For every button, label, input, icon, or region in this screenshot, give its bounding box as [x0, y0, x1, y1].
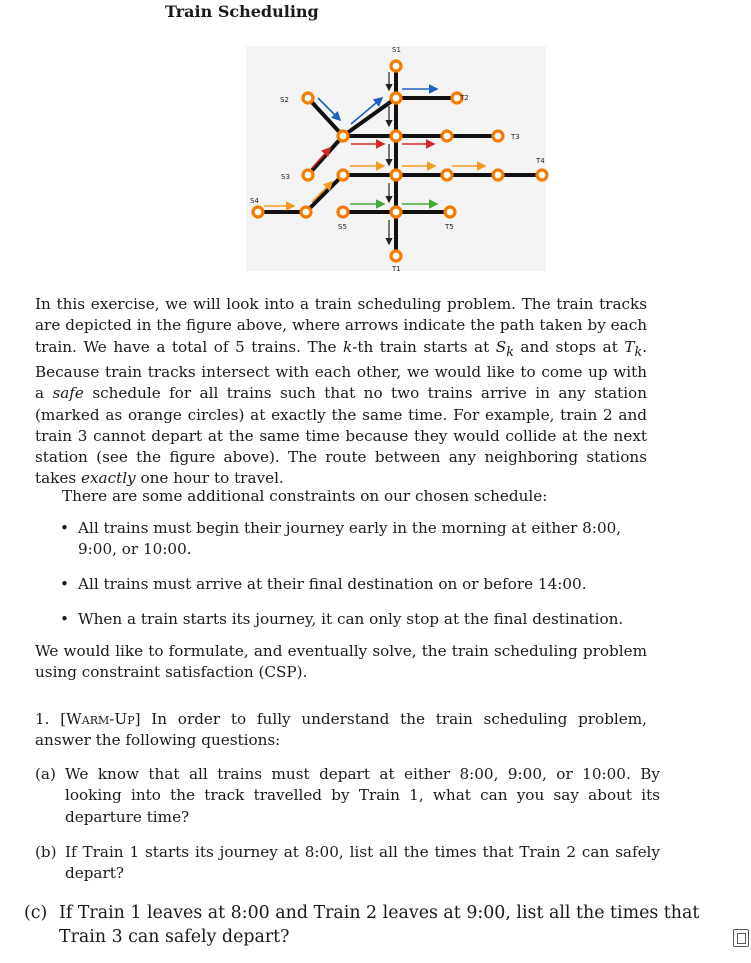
station — [338, 131, 348, 141]
station — [338, 170, 348, 180]
track-diagram — [230, 38, 560, 278]
station — [253, 207, 263, 217]
station — [537, 170, 547, 180]
station — [303, 93, 313, 103]
label-s5: S5 — [338, 223, 347, 231]
label-t3: T3 — [511, 133, 520, 141]
station — [493, 131, 503, 141]
label-s4: S4 — [250, 197, 259, 205]
station — [391, 170, 401, 180]
constraints-intro: There are some additional constraints on our chosen schedule: — [62, 487, 548, 505]
list-item: • When a train starts its journey, it can only stop at the final destination. — [60, 610, 624, 628]
formulate-paragraph: We would like to formulate, and eventually solve, the train scheduling problem using constraint satisfaction (CSP). — [35, 642, 647, 682]
station — [391, 207, 401, 217]
list-item: • All trains must begin their journey early in the morning at either 8:00, 9:00, or 10:00. — [60, 519, 622, 559]
station — [442, 170, 452, 180]
label-t2: T2 — [460, 94, 469, 102]
problem-title: Train Scheduling — [165, 2, 319, 21]
station — [303, 170, 313, 180]
label-t4: T4 — [536, 157, 545, 165]
subquestion-b: (b) If Train 1 starts its journey at 8:00, list all the times that Train 2 can safely depart? — [35, 843, 660, 883]
station — [391, 251, 401, 261]
station — [338, 207, 348, 217]
station — [445, 207, 455, 217]
label-s1: S1 — [392, 46, 401, 54]
label-s2: S2 — [280, 96, 289, 104]
station — [301, 207, 311, 217]
list-item: • All trains must arrive at their final destination on or before 14:00. — [60, 575, 587, 593]
station — [391, 93, 401, 103]
station — [442, 131, 452, 141]
subquestion-a: (a) We know that all trains must depart at either 8:00, 9:00, or 10:00. By looking into the track travelled by Train 1, what can you say about its departure time? — [35, 765, 660, 826]
station — [493, 170, 503, 180]
label-t1: T1 — [392, 265, 401, 273]
question-1: 1. [Warm-Up] In order to fully understand the train scheduling problem, answer the following questions: — [35, 710, 647, 750]
label-s3: S3 — [281, 173, 290, 181]
copy-icon[interactable] — [733, 929, 749, 947]
intro-paragraph: In this exercise, we will look into a train scheduling problem. The train tracks are depicted in the figure above, where arrows indicate the path taken by each train. We have a total of 5 trains. The k-th train starts at $S_k$ and stops at $T_k$. Because train tracks intersect with each other, we would like to come up with a safe schedule for all trains such that no two trains arrive in any station (marked as orange circles) at exactly the same time. For example, train 2 and train 3 cannot depart at the same time because they would collide at the next station (see the figure above). The route between any neighboring stations takes exactly one hour to travel. — [35, 295, 648, 488]
station — [391, 61, 401, 71]
label-t5: T5 — [445, 223, 454, 231]
subquestion-c: (c) If Train 1 leaves at 8:00 and Train 2 leaves at 9:00, list all the times that Train 3 can safely depart? — [24, 903, 700, 947]
station — [391, 131, 401, 141]
